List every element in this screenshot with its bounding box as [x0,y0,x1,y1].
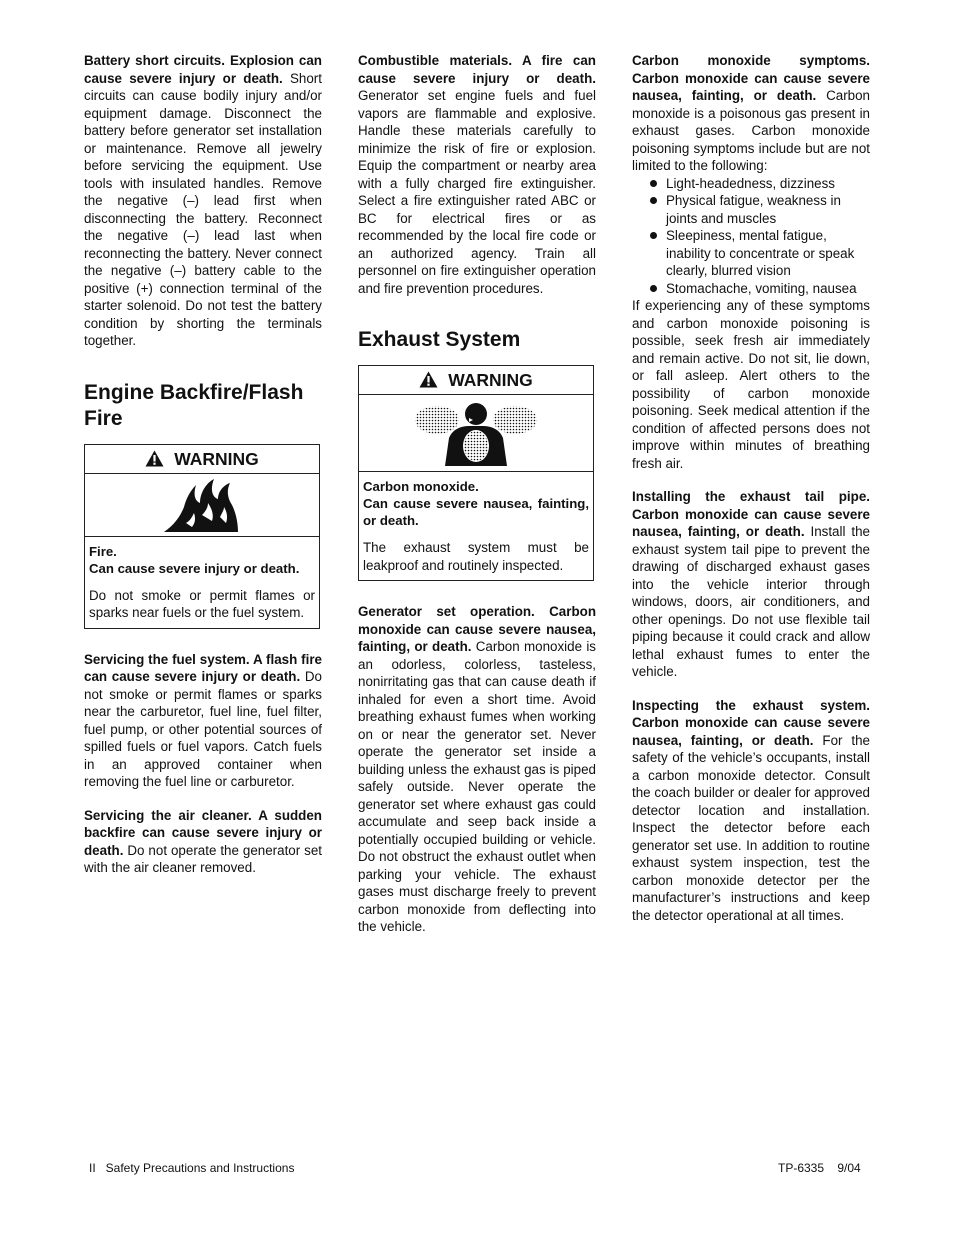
inspect-exhaust-text: For the safety of the vehicle’s occupants, install a carbon monoxide detector. Consult the coach builder or dealer for approved detector location and installation. Inspect the detector before each generator set use. In addition to routine exhaust system inspection, test the carbon monoxide detector per the manufacturer’s instructions and keep the detector operational at all times. [632,732,870,923]
inspect-exhaust-lead: Inspecting the exhaust system. Carbon monoxide can cause severe nausea, fainting, or death. [632,697,870,748]
co-warning-body: The exhaust system must be leakproof and routinely inspected. [363,540,589,573]
tail-pipe-text: Install the exhaust system tail pipe to prevent the drawing of discharged exhaust gases into the vehicle interior through windows, doors, air conditioners, and other openings. Do not use flexible tail piping because it could crack and allow lethal exhaust fumes to enter the vehicle. [632,524,870,679]
fuel-system-text: Do not smoke or permit flames or sparks near the carburetor, fuel line, fuel filter, fuel pump, or other potential sources of spilled fuels or fuel vapors. Catch fuels in an approved container when removing the fuel line or carburetor. [84,669,323,789]
warning-triangle-icon [145,450,164,467]
inspect-exhaust-paragraph [632,697,870,925]
tail-pipe-lead: Installing the exhaust tail pipe. Carbon monoxide can cause severe nausea, fainting, or death. [632,489,870,539]
co-warning-title-line2: Can cause severe nausea, fainting, or death. [363,496,589,528]
carbon-monoxide-icon [413,398,539,468]
co-symptoms-paragraph [632,52,870,175]
warning-label: WARNING [174,448,259,469]
column-3 [632,52,870,940]
list-item: Physical fatigue, weakness in joints and muscles [646,192,870,227]
footer-section-title: II Safety Precautions and Instructions [89,1161,295,1175]
co-symptoms-text: Carbon monoxide is a poisonous gas present in exhaust gases. Carbon monoxide poisoning symptoms include but are not limited to the following: [632,88,870,173]
co-warning-box [358,365,594,581]
combustible-text: Generator set engine fuels and fuel vapors are flammable and explosive. Handle these materials carefully to minimize the risk of fire or explosion. Equip the compartment or nearby area with a fully charged fire extinguisher. Select a fire extinguisher rated ABC or BC for electrical fires or as recommended by the local fire code or an authorized agency. Train all personnel on fire extinguisher operation and fire prevention procedures. [358,88,596,296]
column-1 [84,52,322,893]
symptoms-list [632,175,870,298]
co-warning-title [359,472,593,529]
warning-header [359,366,593,395]
co-pictogram [359,395,593,472]
fire-icon [162,477,242,533]
footer-doc-number: TP-6335 9/04 [778,1161,861,1175]
engine-backfire-heading: Engine Backfire/Flash Fire [84,380,304,430]
air-cleaner-paragraph [84,807,322,877]
air-cleaner-lead: Servicing the air cleaner. A sudden backfire can cause severe injury or death. [84,807,322,858]
battery-text: Short circuits can cause bodily injury and/or equipment damage. Disconnect the battery before generator set installation or maintenance. Remove all jewelry before servicing the equipment. Use tools with insulated handles. Remove the negative (–) lead first when disconnecting the battery. Reconnect the negative (–) lead last when reconnecting the battery. Never connect the negative (–) battery cable to the positive (+) connection terminal of the starter solenoid. Do not test the battery condition by shorting the terminals together. [84,70,322,348]
warning-header [85,445,319,474]
fire-warning-title [85,537,319,577]
co-warning-title-line1: Carbon monoxide. [363,479,479,494]
fire-warning-title-line1: Fire. [89,543,117,559]
combustible-lead: Combustible materials. A fire can cause severe injury or death. [358,53,596,86]
tail-pipe-paragraph [632,488,870,681]
generator-operation-paragraph [358,603,596,936]
list-item: Light-headedness, dizziness [646,175,870,193]
fire-warning-box [84,444,320,629]
warning-triangle-icon [419,371,438,388]
generator-operation-text: Carbon monoxide is an odorless, colorless, tasteless, nonirritating gas that can cause death if inhaled for even a short time. Avoid breathing exhaust fumes when working on or near the generator set. Never operate the generator set inside a building unless the exhaust gas is piped safely outside. Never operate the generator set where exhaust gas could accumulate and seep back inside a potentially occupied building or vehicle. Do not obstruct the exhaust outlet when parking your vehicle. The exhaust gases must discharge freely to prevent carbon monoxide from deflecting into the vehicle. [358,639,596,934]
battery-lead: Battery short circuits. Explosion can cause severe injury or death. [84,53,322,86]
battery-paragraph [84,52,322,350]
warning-label: WARNING [448,370,533,390]
fire-warning-title-line2: Can cause severe injury or death. [89,560,300,576]
co-symptoms-lead: Carbon monoxide symptoms. Carbon monoxide can cause severe nausea, fainting, or death. [632,53,870,103]
column-2 [358,52,596,952]
combustible-paragraph [358,52,596,297]
co-symptoms-after: If experiencing any of these symptoms and carbon monoxide poisoning is possible, seek fresh air immediately and remain active. Do not sit, lie down, or fall asleep. Alert others to the possibility of carbon monoxide poisoning. Seek medical attention if the condition of affected persons does not improve within minutes of breathing fresh air. [632,298,870,471]
fuel-system-lead: Servicing the fuel system. A flash fire can cause severe injury or death. [84,651,322,684]
list-item: Sleepiness, mental fatigue, inability to concentrate or speak clearly, blurred vision [646,227,870,280]
fuel-system-paragraph [84,651,322,791]
air-cleaner-text: Do not operate the generator set with the air cleaner removed. [84,842,322,875]
exhaust-system-heading: Exhaust System [358,328,521,351]
generator-operation-lead: Generator set operation. Carbon monoxide can cause severe nausea, fainting, or death. [358,604,596,654]
fire-warning-body: Do not smoke or permit flames or sparks near fuels or the fuel system. [89,587,315,620]
list-item: Stomachache, vomiting, nausea [646,280,870,298]
fire-pictogram [85,474,319,537]
